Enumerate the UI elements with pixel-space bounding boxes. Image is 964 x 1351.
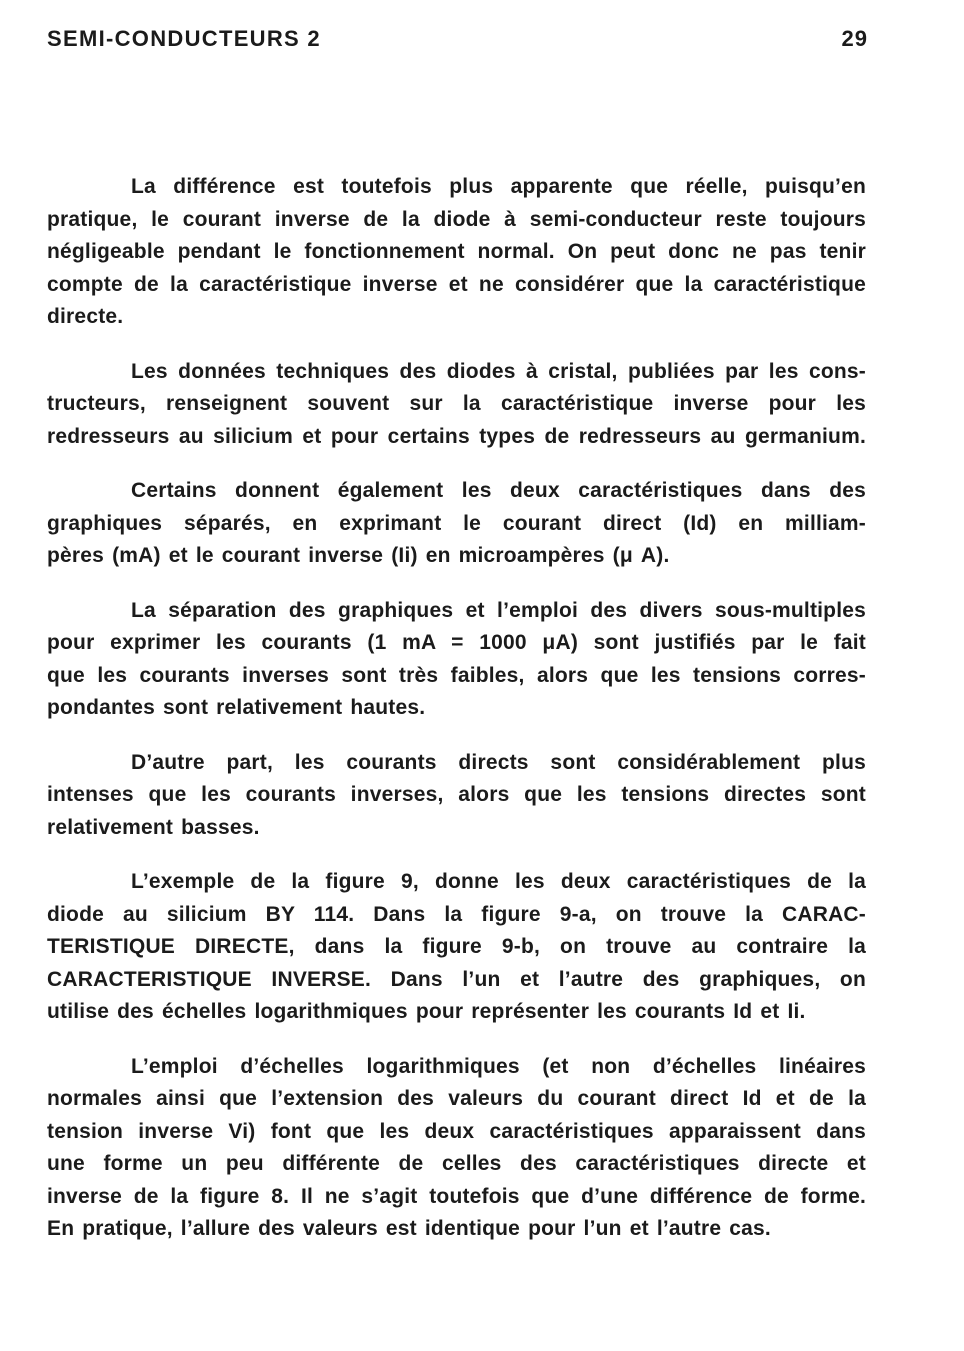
text-line: CARACTERISTIQUE INVERSE. Dans l’un et l’autre des graphiques, on — [47, 967, 866, 991]
text-line: négligeable pendant le fonctionnement normal. On peut donc ne pas tenir — [47, 240, 866, 263]
text-line: utilise des échelles logarithmiques pour représenter les courants Id et Ii. — [47, 1000, 806, 1023]
page-number: 29 — [841, 26, 868, 51]
text-line: graphiques séparés, en exprimant le courant direct (Id) en milliam- — [47, 511, 866, 535]
text-line: La différence est toutefois plus apparente que réelle, puisqu’en — [131, 175, 866, 198]
paragraph-7 — [47, 1051, 866, 1246]
text-line: tension inverse Vi) font que les deux caractéristiques apparaissent dans — [47, 1119, 866, 1143]
text-line: L’exemple de la figure 9, donne les deux caractéristiques de la — [131, 870, 866, 893]
paragraph-4 — [47, 595, 866, 725]
paragraph-3 — [47, 475, 866, 573]
text-line: pères (mA) et le courant inverse (Ii) en microampères (μ A). — [47, 544, 670, 567]
text-line: que les courants inverses sont très faibles, alors que les tensions corres- — [47, 663, 866, 687]
text-line: D’autre part, les courants directs sont considérablement plus — [131, 750, 866, 774]
text-line: compte de la caractéristique inverse et ne considérer que la caractéristique — [47, 272, 866, 296]
text-line: diode au silicium BY 114. Dans la figure 9-a, on trouve la CARAC- — [47, 902, 866, 926]
page-body — [47, 171, 866, 1246]
text-line: pondantes sont relativement hautes. — [47, 696, 426, 719]
text-line: pour exprimer les courants (1 mA = 1000 μA) sont justifiés par le fait — [47, 631, 866, 654]
text-line: tructeurs, renseignent souvent sur la caractéristique inverse pour les — [47, 392, 866, 415]
text-line: L’emploi d’échelles logarithmiques (et non d’échelles linéaires — [131, 1054, 866, 1078]
paragraph-6 — [47, 866, 866, 1029]
text-line: pratique, le courant inverse de la diode à semi-conducteur reste toujours — [47, 207, 866, 231]
text-line: Les données techniques des diodes à cristal, publiées par les cons- — [131, 359, 866, 383]
text-line: La séparation des graphiques et l’emploi des divers sous-multiples — [131, 598, 866, 622]
text-line: normales ainsi que l’extension des valeurs du courant direct Id et de la — [47, 1087, 866, 1110]
text-line: TERISTIQUE DIRECTE, dans la figure 9-b, on trouve au contraire la — [47, 935, 866, 958]
page-header — [0, 0, 964, 52]
text-line: inverse de la figure 8. Il ne s’agit toutefois que d’une différence de forme. — [47, 1184, 866, 1208]
text-line: Certains donnent également les deux caractéristiques dans des — [131, 479, 866, 502]
paragraph-1 — [47, 171, 866, 334]
text-line: une forme un peu différente de celles des caractéristiques directe et — [47, 1152, 866, 1175]
text-line: redresseurs au silicium et pour certains types de redresseurs au germanium. — [47, 424, 866, 448]
running-title: SEMI-CONDUCTEURS 2 — [47, 26, 321, 51]
text-line: directe. — [47, 305, 124, 328]
text-line: En pratique, l’allure des valeurs est identique pour l’un et l’autre cas. — [47, 1217, 771, 1240]
text-line: relativement basses. — [47, 815, 260, 839]
text-line: intenses que les courants inverses, alors que les tensions directes sont — [47, 783, 866, 806]
paragraph-5 — [47, 747, 866, 845]
paragraph-2 — [47, 356, 866, 454]
